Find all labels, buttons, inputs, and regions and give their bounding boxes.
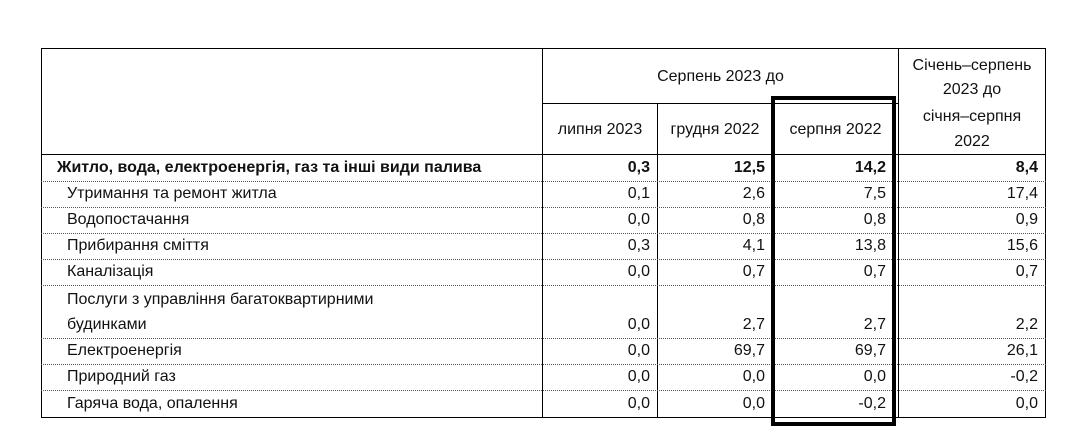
cell-value: 14,2	[854, 159, 886, 176]
cell-value: 0,0	[627, 395, 650, 412]
cell-value: 0,8	[742, 211, 765, 228]
row-label-line-1: Послуги з управління багатоквартирними	[67, 291, 374, 308]
col-header-2: грудня 2022	[670, 121, 760, 138]
cell-value: 0,0	[627, 263, 650, 280]
cell-value: 8,4	[1015, 159, 1038, 176]
cell-value: 0,3	[627, 237, 650, 254]
row-label: Електроенергія	[67, 342, 182, 359]
row-label: Утримання та ремонт житла	[67, 185, 277, 202]
cell-value: 0,0	[1015, 395, 1038, 412]
table-top-border	[41, 48, 1046, 49]
cell-value: 0,7	[863, 263, 886, 280]
group-header: Серпень 2023 до	[657, 68, 784, 85]
row-label: Житло, вода, електроенергія, газ та інші види палива	[57, 159, 482, 176]
cell-value: 0,0	[627, 211, 650, 228]
row-label: Водопостачання	[67, 211, 190, 228]
column-highlight-frame	[771, 96, 896, 426]
cell-value: 7,5	[863, 185, 886, 202]
cell-value: 26,1	[1006, 342, 1038, 359]
row-label: Гаряча вода, опалення	[67, 395, 238, 412]
cell-value: 0,0	[627, 342, 650, 359]
cell-value: 0,3	[627, 159, 650, 176]
cell-value: 0,7	[742, 263, 765, 280]
cell-value: 12,5	[733, 159, 765, 176]
cell-value: 13,8	[854, 237, 886, 254]
cell-value: 2,2	[1015, 316, 1038, 333]
col-header-3: серпня 2022	[789, 121, 882, 138]
cell-value: 0,0	[863, 368, 886, 385]
col-header-1: липня 2023	[557, 121, 643, 138]
col-header-4-line-1: Січень–серпень	[912, 57, 1032, 74]
row-label: Каналізація	[67, 263, 154, 280]
cell-value: 0,0	[627, 368, 650, 385]
cell-value: 0,1	[627, 185, 650, 202]
row-label-line-2: будинками	[67, 316, 147, 333]
cell-value: 0,9	[1015, 211, 1038, 228]
cell-value: 17,4	[1006, 185, 1038, 202]
cell-value: 2,7	[863, 316, 886, 333]
cell-value: 2,7	[742, 316, 765, 333]
cell-value: -0,2	[858, 395, 886, 412]
row-label: Природний газ	[67, 368, 176, 385]
cell-value: 2,6	[742, 185, 765, 202]
col-header-4-line-2: 2023 до	[942, 81, 1002, 98]
cell-value: 15,6	[1006, 237, 1038, 254]
cell-value: 0,0	[742, 368, 765, 385]
cell-value: 69,7	[733, 342, 765, 359]
cell-value: 0,8	[863, 211, 886, 228]
cell-value: 69,7	[854, 342, 886, 359]
col-header-4-line-4: 2022	[954, 133, 990, 150]
row-label: Прибирання сміття	[67, 237, 209, 254]
cell-value: 0,0	[627, 316, 650, 333]
cell-value: 0,0	[742, 395, 765, 412]
col-header-4-line-3: січня–серпня	[922, 108, 1022, 125]
cell-value: 0,7	[1015, 263, 1038, 280]
cell-value: -0,2	[1010, 368, 1038, 385]
cell-value: 4,1	[742, 237, 765, 254]
